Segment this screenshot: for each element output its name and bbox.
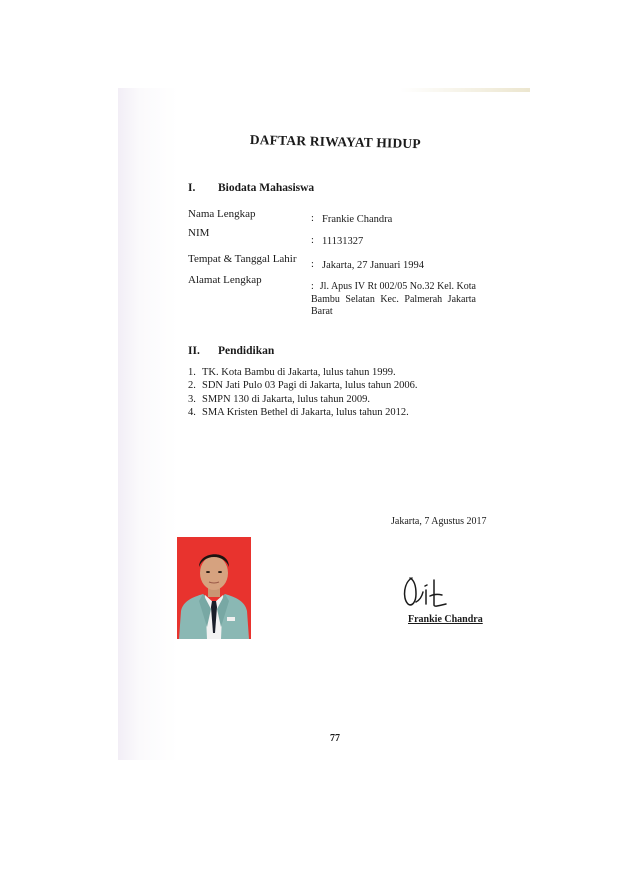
section-2-title: Pendidikan — [218, 345, 275, 357]
scan-edge — [400, 88, 530, 92]
alamat-text: Jl. Apus IV Rt 002/05 No.32 Kel. Kota Bambu Selatan Kec. Palmerah Jakarta Barat — [311, 281, 476, 317]
education-item-number: 3. — [188, 393, 196, 405]
education-item — [188, 406, 418, 419]
education-item-number: 1. — [188, 367, 196, 378]
education-list — [188, 366, 418, 420]
label-nama-lengkap: Nama Lengkap — [188, 208, 256, 220]
section-1-title: Biodata Mahasiswa — [218, 182, 315, 194]
document-title: DAFTAR RIWAYAT HIDUP — [249, 132, 421, 152]
value-alamat-lengkap — [311, 281, 476, 319]
colon-nama: : — [311, 213, 314, 224]
label-alamat-lengkap: Alamat Lengkap — [188, 274, 262, 286]
education-item-text: SMPN 130 di Jakarta, lulus tahun 2009. — [202, 393, 370, 405]
value-tempat-tanggal-lahir: Jakarta, 27 Januari 1994 — [322, 260, 425, 271]
education-item-text: SDN Jati Pulo 03 Pagi di Jakarta, lulus tahun 2006. — [202, 380, 418, 392]
colon-ttl: : — [311, 259, 314, 270]
section-1-number: I. — [188, 182, 196, 194]
colon-nim: : — [311, 235, 314, 246]
education-item-text: TK. Kota Bambu di Jakarta, lulus tahun 1999. — [202, 367, 396, 378]
label-tempat-tanggal-lahir: Tempat & Tanggal Lahir — [188, 253, 297, 265]
scanned-page — [118, 88, 530, 760]
education-item-number: 2. — [188, 380, 196, 392]
education-item — [188, 366, 418, 379]
signer-name: Frankie Chandra — [408, 614, 483, 625]
signature-image — [398, 572, 458, 610]
education-item-number: 4. — [188, 407, 196, 419]
value-nama-lengkap: Frankie Chandra — [322, 214, 393, 225]
value-nim: 11131327 — [322, 236, 364, 247]
section-2-heading — [188, 345, 274, 357]
place-and-date: Jakarta, 7 Agustus 2017 — [391, 516, 487, 527]
portrait-person-icon — [177, 537, 251, 639]
colon-alamat: : — [311, 281, 314, 292]
education-item — [188, 393, 418, 406]
section-2-number: II. — [188, 345, 200, 357]
portrait-photo — [177, 537, 251, 639]
education-item-text: SMA Kristen Bethel di Jakarta, lulus tahun 2012. — [202, 407, 409, 419]
section-1-heading — [188, 182, 314, 194]
label-nim: NIM — [188, 227, 210, 239]
page-number: 77 — [330, 733, 340, 744]
education-item — [188, 379, 418, 392]
